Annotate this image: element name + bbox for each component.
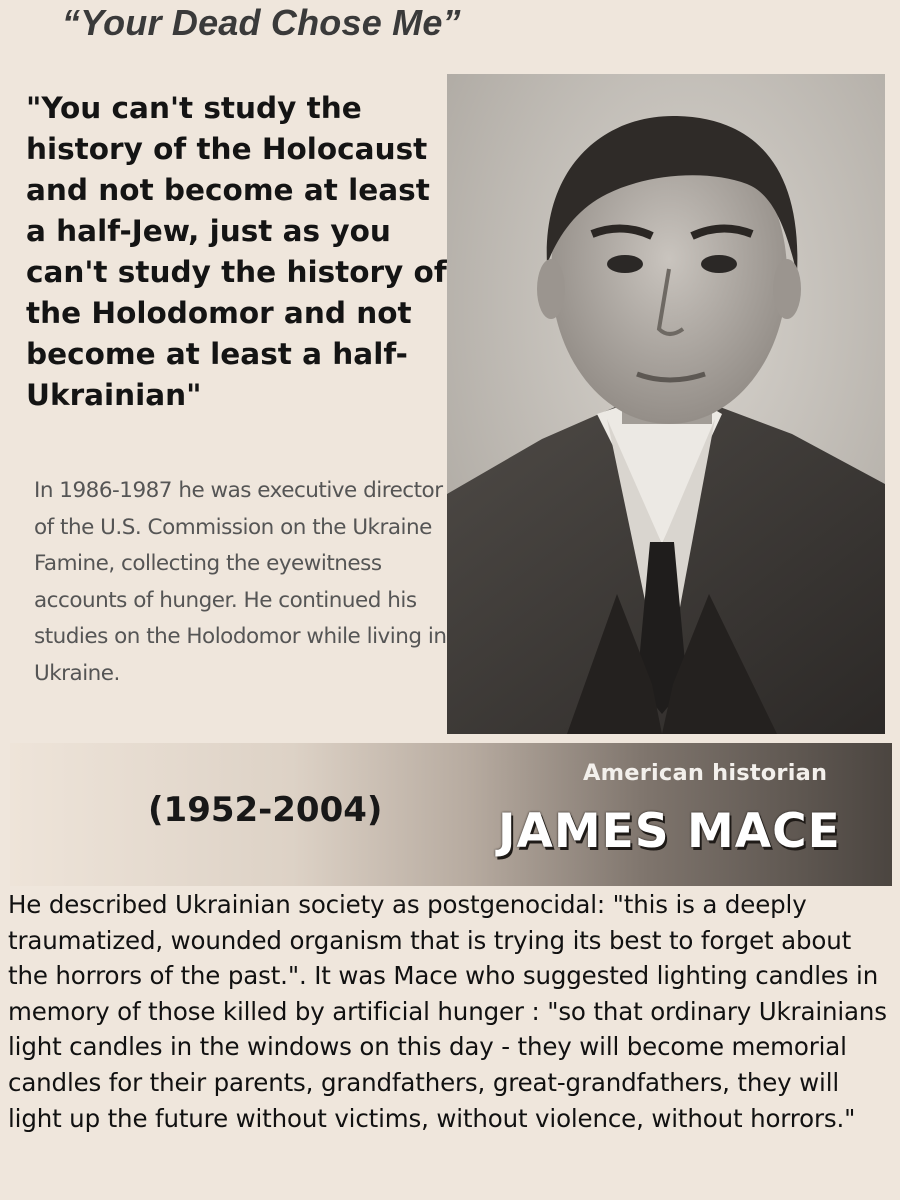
portrait-photo <box>447 74 885 734</box>
role-label: American historian <box>583 760 828 786</box>
life-years: (1952-2004) <box>148 790 383 830</box>
description-text: He described Ukrainian society as postgenocidal: "this is a deeply traumatized, wounded organism that is trying its best to forget about the horrors of the past.". It was Mace who suggested lighting candles in memory of those killed by artificial hunger : "so that ordinary Ukrainians light candles in the windows on this day - they will become memorial candles for their parents, grandfathers, great-grandfathers, they will light up the future without victims, without violence, without horrors." <box>8 890 887 1133</box>
portrait-illustration <box>447 74 885 734</box>
quote-text: "You can't study the history of the Holocaust and not become at least a half-Jew, just as you can't study the history of the Holodomor and not become at least a half-Ukrainian" <box>26 91 447 412</box>
bio-text: In 1986-1987 he was executive director of the U.S. Commission on the Ukraine Famine, collecting the eyewitness accounts of hunger. He continued his studies on the Holodomor while living in Ukraine. <box>34 478 447 686</box>
page-title: “Your Dead Chose Me” <box>62 2 461 43</box>
name-banner <box>10 743 892 886</box>
person-name: JAMES MACE <box>498 804 841 859</box>
